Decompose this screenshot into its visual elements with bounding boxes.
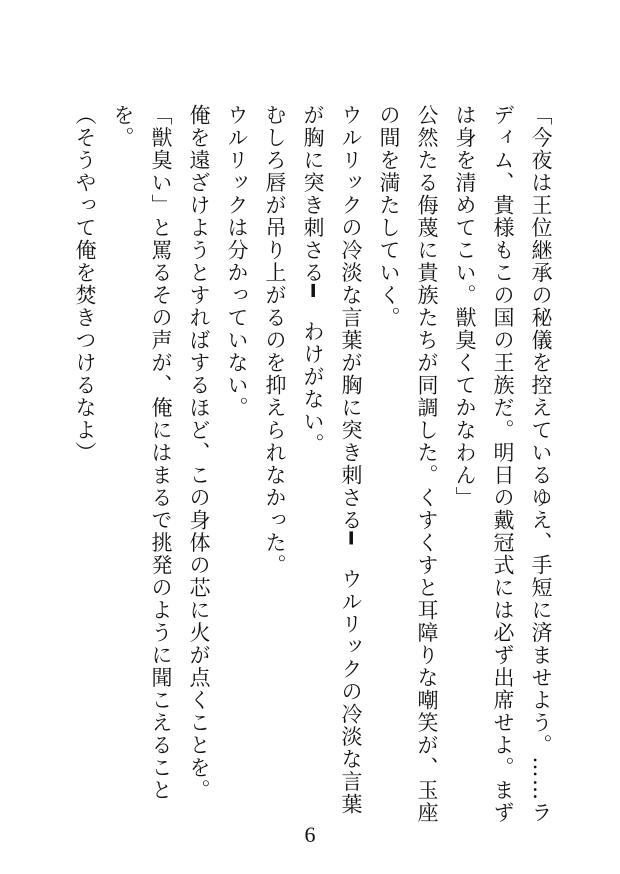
paragraph-1: 「今夜は王位継承の秘儀を控えているゆえ、手短に済ませよう。……ラディム、貴様もこの国の王族だ。明日の戴冠式には必ず出席せよ。まずは身を清めてこい。獣臭くてかなわん」 (453, 104, 553, 824)
paragraph-8: （そうやって俺を焚きつけるなよ） (73, 104, 97, 464)
paragraph-2: 公然たる侮蔑に貴族たちが同調した。くすくすと耳障りな嘲笑が、玉座の間を満たしていく。 (377, 104, 439, 824)
page-number: 6 (304, 822, 316, 847)
paragraph-4: むしろ唇が吊り上がるのを抑えられなかった。 (263, 104, 287, 577)
paragraph-7: 「獣臭い」と罵るその声が、俺にはまるで挑発のように聞こえることを。 (111, 104, 173, 802)
paragraph-5: ウルリックは分かっていない。 (225, 104, 249, 419)
paragraph-3: ウルリックの冷淡な言葉が胸に突き刺さる━ ウルリックの冷淡な言葉が胸に突き刺さる━ わけがない。 (301, 104, 363, 816)
paragraph-6: 俺を遠ざけようとすればするほど、この身体の芯に火が点くことを。 (187, 104, 211, 802)
vertical-text-body (66, 104, 560, 824)
